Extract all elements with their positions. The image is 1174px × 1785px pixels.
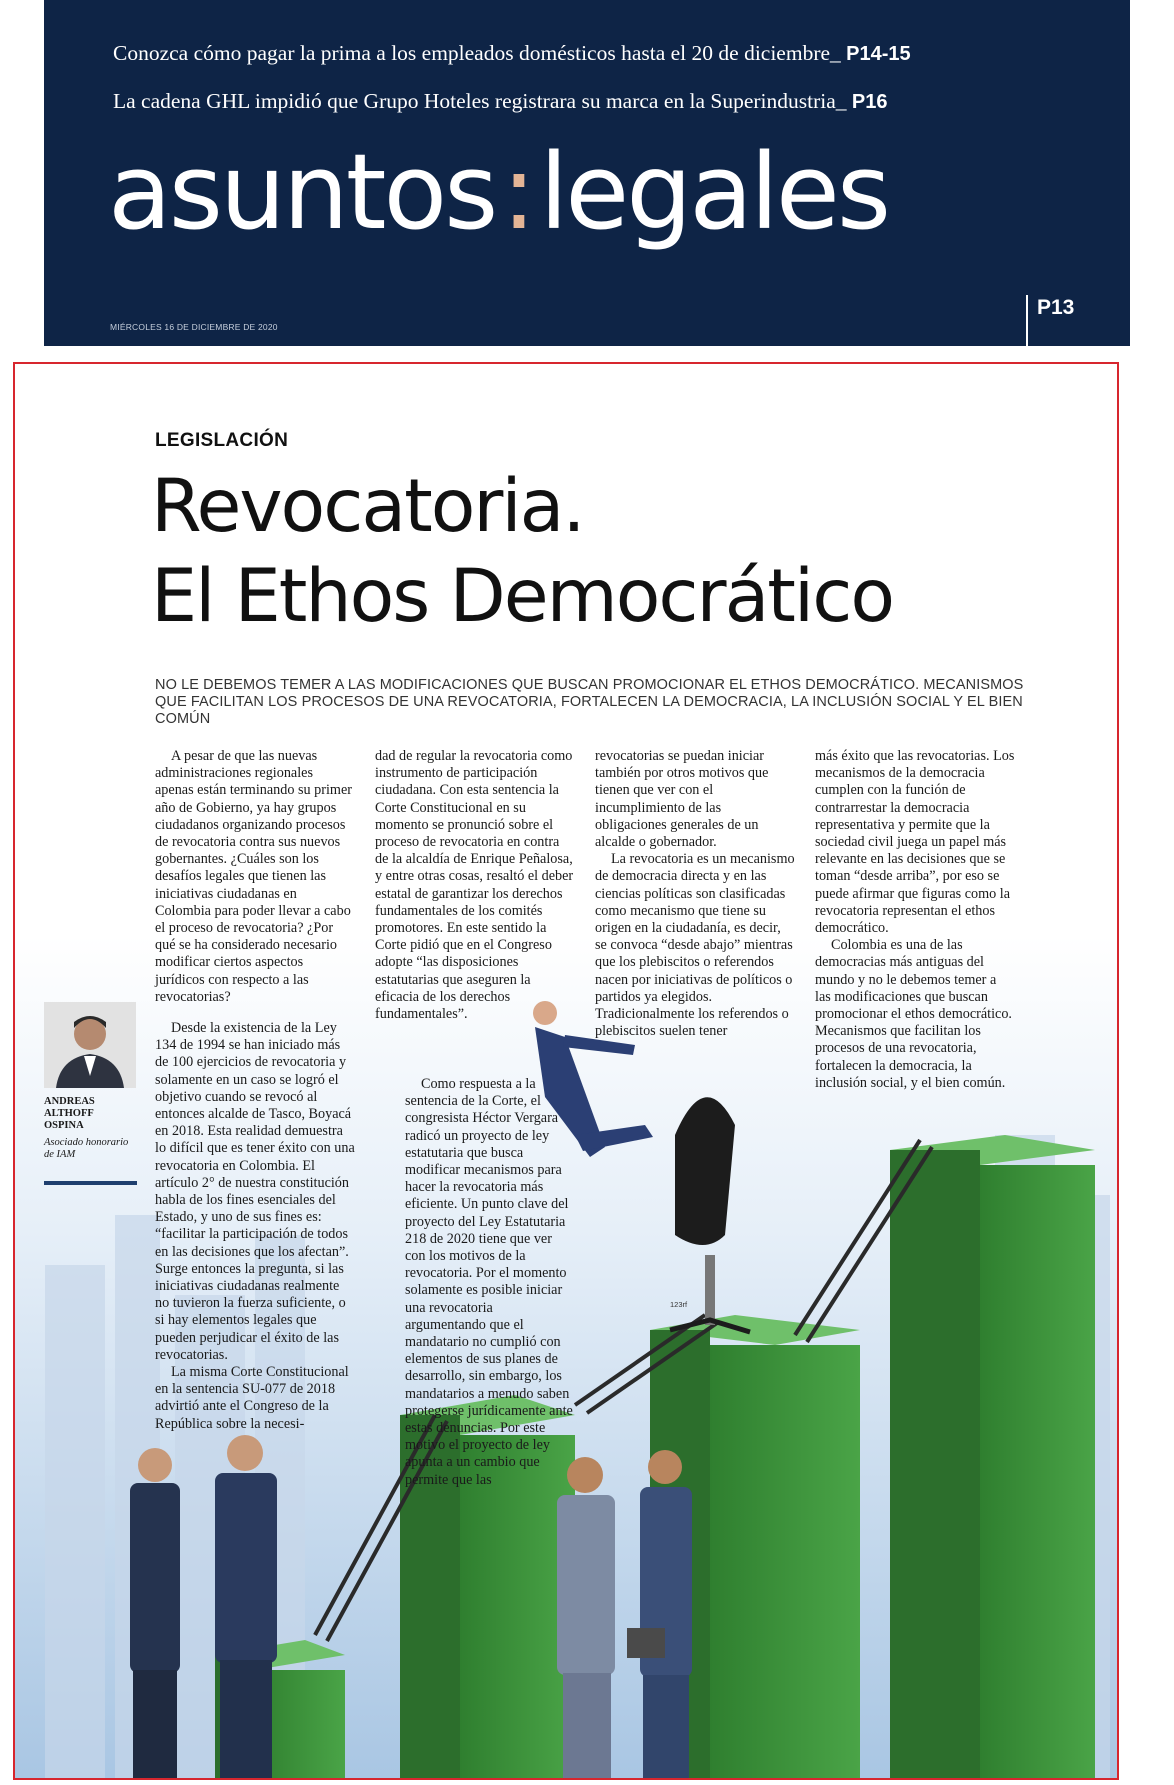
article-column-1-continued (155, 1020, 355, 1433)
issue-date: MIÉRCOLES 16 DE DICIEMBRE DE 2020 (110, 322, 278, 332)
section-label: LEGISLACIÓN (155, 430, 289, 451)
paragraph: Como respuesta a la sentencia de la Corte, el congresista Héctor Vergara radicó un proyecto de ley estatutaria que busca modificar mecanismos para hacer la revocatoria más eficiente. Un punto clave del proyecto del Ley Estatutaria 218 de 2020 tiene que ver con los motivos de la revocatoria. Por el momento solamente es posible iniciar una revocatoria argumentando que el mandatario no cumplió con elementos de sus planes de desarrollo, sin embargo, los mandatarios a menudo saben protegerse jurídicamente ante estas denuncias. Por este motivo el proyecto de ley apunta a un cambio que permite que las (405, 1076, 573, 1488)
paragraph: revocatorias se puedan iniciar también por otros motivos que tienen que ver con el incumplimiento de las obligaciones generales de un alcalde o gobernador. (595, 748, 769, 851)
brand-colon: : (501, 131, 534, 253)
image-credit: 123rf (670, 1300, 688, 1309)
author-divider (44, 1181, 137, 1185)
author-role: Asociado honorario de IAM (44, 1137, 129, 1160)
article-deck: NO LE DEBEMOS TEMER A LAS MODIFICACIONES QUE BUSCAN PROMOCIONAR EL ETHOS DEMOCRÁTICO. MECANISMOS QUE FACILITAN LOS PROCESOS DE UNA REVOCATORIA, FORTALECEN LA DEMOCRACIA, LA INCLUSIÓN SOCIAL Y EL BIEN COMÚN (155, 677, 1024, 727)
paragraph: A pesar de que las nuevas administraciones regionales apenas están terminando su primer año de Gobierno, ya hay grupos ciudadanos organizando procesos de revocatoria contra sus nuevos gobernantes. ¿Cuáles son los desafíos legales que tienen las iniciativas ciudadanas en Colombia para poder llevar a cabo el proceso de revocatoria? ¿Por qué se ha considerado necesario modificar ciertos aspectos jurídicos con respecto a las revocatorias? (155, 748, 352, 1005)
teaser-domestic-bonus[interactable] (113, 41, 911, 66)
author-portrait-icon (44, 1002, 136, 1088)
paragraph: Colombia es una de las democracias más antiguas del mundo y no le debemos temer a las modificaciones que buscan promocionar el ethos democrático. Mecanismos que facilitan los procesos de una revocatoria, fortalecen la democracia, la inclusión social, y el bien común. (815, 937, 1012, 1091)
article-column-2-continued (405, 1076, 575, 1489)
article-title (151, 462, 893, 642)
teaser-text: La cadena GHL impidió que Grupo Hoteles registrara su marca en la Superindustria_ (113, 89, 847, 113)
title-line-2: El Ethos Democrático (151, 554, 894, 639)
brand-word-right: legales (539, 131, 889, 253)
article-column-4 (815, 748, 1015, 1092)
page-number-divider (1026, 295, 1028, 346)
teaser-page: P16 (851, 91, 888, 113)
teaser-ghl-trademark[interactable] (113, 89, 888, 114)
paragraph: dad de regular la revocatoria como instrumento de participación ciudadana. Con esta sentencia la Corte Constitucional en su momento se pronunció sobre el proceso de revocatoria en contra de la alcaldía de Enrique Peñalosa, y entre otras cosas, resaltó el deber estatal de garantizar los derechos fundamentales de los comités promotores. En este sentido la Corte pidió que en el Congreso adopte “las disposiciones estatutarias que aseguren la eficacia de los derechos fundamentales”. (375, 748, 574, 1023)
paragraph: Desde la existencia de la Ley 134 de 1994 se han iniciado más de 100 ejercicios de revocatoria y solamente en un caso se logró el objetivo cuando se revocó al entonces alcalde de Tasco, Boyacá en 2018. Esta realidad demuestra lo difícil que es tener éxito con una revocatoria en Colombia. El artículo 2° de nuestra constitución habla de los fines esenciales del Estado, y uno de sus fines es: “facilitar la participación de todos en las decisiones que los afectan”. Surge entonces la pregunta, si las iniciativas ciudadanas realmente no tuvieron la fuerza suficiente, o si hay elementos legales que pueden perjudicar el éxito de las revocatorias. (155, 1020, 355, 1363)
paragraph: más éxito que las revocatorias. Los mecanismos de la democracia cumplen con la función de contrarrestar la democracia representativa y permite que la sociedad civil juega un papel más relevante en las decisiones que se toman “desde arriba”, por eso se puede afirmar que figuras como la revocatoria representan el ethos democrático. (815, 748, 1015, 937)
page-number: P13 (1037, 296, 1075, 319)
teaser-page: P14-15 (846, 43, 911, 65)
teaser-text: Conozca cómo pagar la prima a los empleados domésticos hasta el 20 de diciembre_ (113, 41, 841, 65)
author-name: ANDREAS ALTHOFF OSPINA (44, 1096, 95, 1131)
article-column-1 (155, 748, 355, 1006)
author-photo (44, 1002, 136, 1088)
paragraph: La misma Corte Constitucional en la sentencia SU-077 de 2018 advirtió ante el Congreso de la República sobre la necesi- (155, 1364, 349, 1432)
paragraph: La revocatoria es un mecanismo de democracia directa y en las ciencias políticas son clasificadas como mecanismo que tiene su origen en la ciudadanía, es decir, se convoca “desde abajo” mientras que los plebiscitos o referendos nacen por iniciativas de políticos o partidos ya elegidos. Tradicionalmente los referendos o plebiscitos suelen tener (595, 851, 795, 1040)
article-column-2 (375, 748, 575, 1023)
brand-word-left: asuntos (108, 131, 496, 253)
brand-logo (108, 131, 889, 253)
title-line-1: Revocatoria. (151, 464, 584, 549)
article-column-3 (595, 748, 795, 1040)
